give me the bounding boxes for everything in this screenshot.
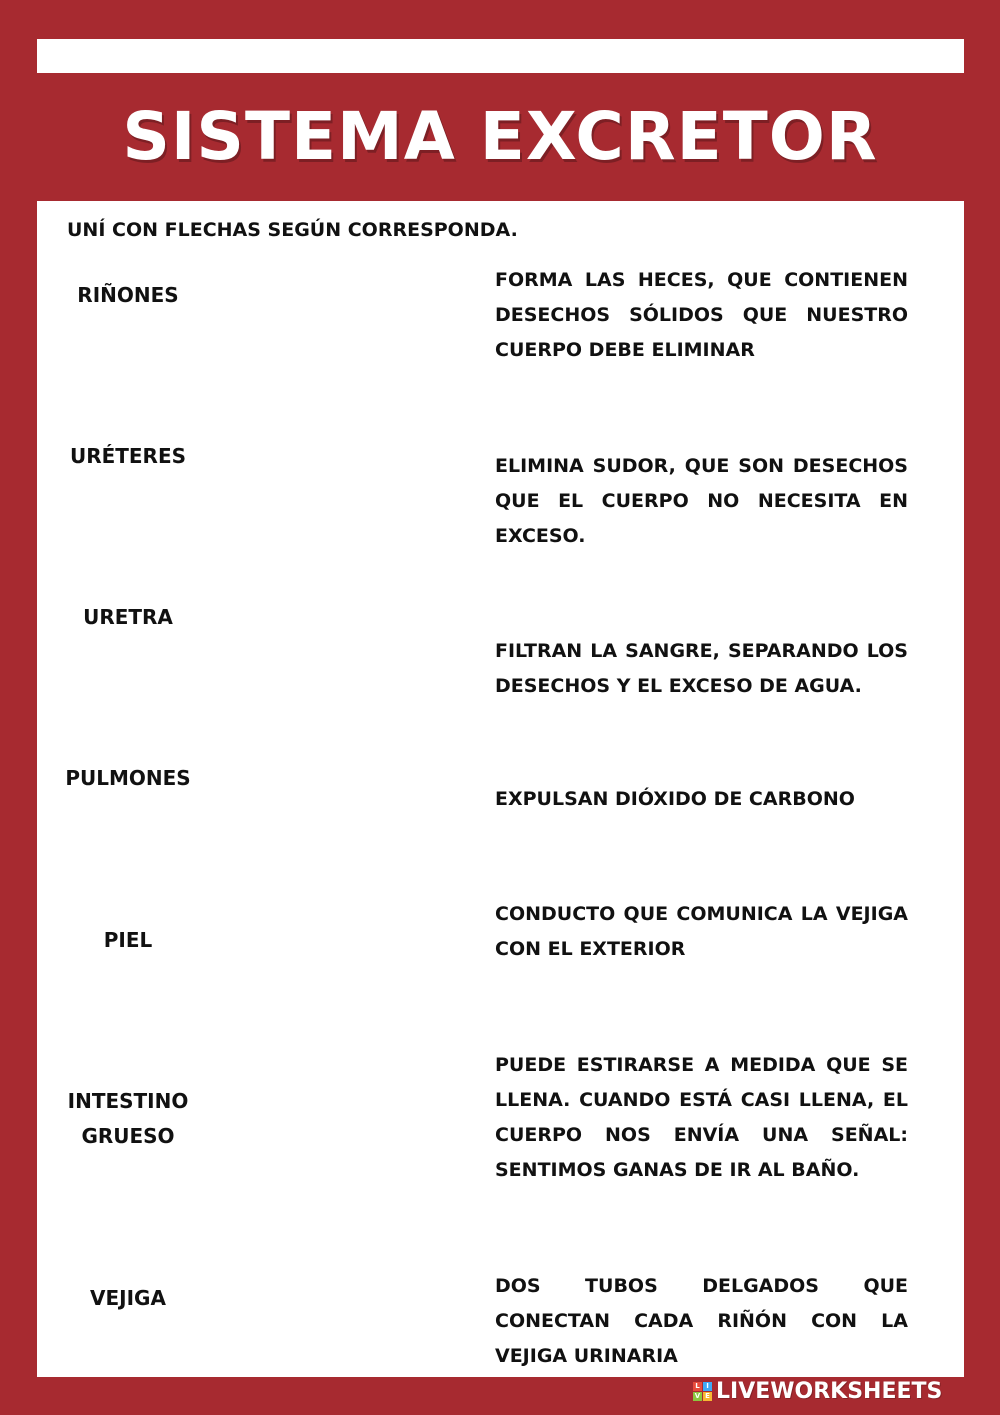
- left-item-vejiga[interactable]: [52, 1281, 204, 1316]
- logo-letter: E: [703, 1392, 712, 1401]
- left-item-ureteres[interactable]: [52, 439, 204, 474]
- left-item-rinones[interactable]: [52, 278, 204, 313]
- left-item-pulmones[interactable]: [52, 761, 204, 796]
- left-item-label: URÉTERES: [69, 444, 187, 468]
- left-item-uretra[interactable]: [52, 600, 204, 635]
- right-item-sudor[interactable]: ELIMINA SUDOR, QUE SON DESECHOS QUE EL CUERPO NO NECESITA EN EXCESO.: [495, 455, 908, 547]
- left-item-piel[interactable]: [52, 923, 204, 958]
- logo-letter: V: [694, 1391, 701, 1400]
- left-item-label: PULMONES: [65, 766, 191, 790]
- left-item-label: PIEL: [103, 928, 153, 952]
- left-item-label: VEJIGA: [90, 1286, 166, 1310]
- logo-text: LIVEWORKSHEETS: [716, 1378, 943, 1404]
- liveworksheets-logo: [693, 1378, 942, 1404]
- right-item-tubos[interactable]: DOS TUBOS DELGADOS QUE CONECTAN CADA RIÑÓN CON LA VEJIGA URINARIA: [495, 1275, 908, 1367]
- right-item-vejiga-desc[interactable]: PUEDE ESTIRARSE A MEDIDA QUE SE LLENA. CUANDO ESTÁ CASI LLENA, EL CUERPO NOS ENVÍA UNA SEÑAL: SENTIMOS GANAS DE IR AL BAÑO.: [495, 1054, 908, 1181]
- left-item-label: URETRA: [83, 605, 173, 629]
- right-item-heces[interactable]: FORMA LAS HECES, QUE CONTIENEN DESECHOS SÓLIDOS QUE NUESTRO CUERPO DEBE ELIMINAR: [495, 269, 908, 361]
- left-item-label-line2: GRUESO: [81, 1124, 175, 1148]
- logo-letter: I: [703, 1382, 712, 1391]
- top-white-strip: [37, 39, 964, 73]
- right-item-dioxido[interactable]: EXPULSAN DIÓXIDO DE CARBONO: [495, 788, 855, 810]
- left-item-label: INTESTINO: [67, 1089, 189, 1113]
- right-item-conducto[interactable]: CONDUCTO QUE COMUNICA LA VEJIGA CON EL EXTERIOR: [495, 903, 908, 960]
- left-item-label: RIÑONES: [77, 283, 179, 307]
- logo-letter: L: [693, 1382, 702, 1391]
- page-title: SISTEMA EXCRETOR: [122, 98, 878, 175]
- left-item-intestino-grueso[interactable]: [52, 1084, 204, 1154]
- logo-mark-icon: [693, 1382, 712, 1401]
- instruction-text: UNÍ CON FLECHAS SEGÚN CORRESPONDA.: [67, 219, 518, 241]
- right-item-filtran[interactable]: FILTRAN LA SANGRE, SEPARANDO LOS DESECHOS Y EL EXCESO DE AGUA.: [495, 640, 908, 697]
